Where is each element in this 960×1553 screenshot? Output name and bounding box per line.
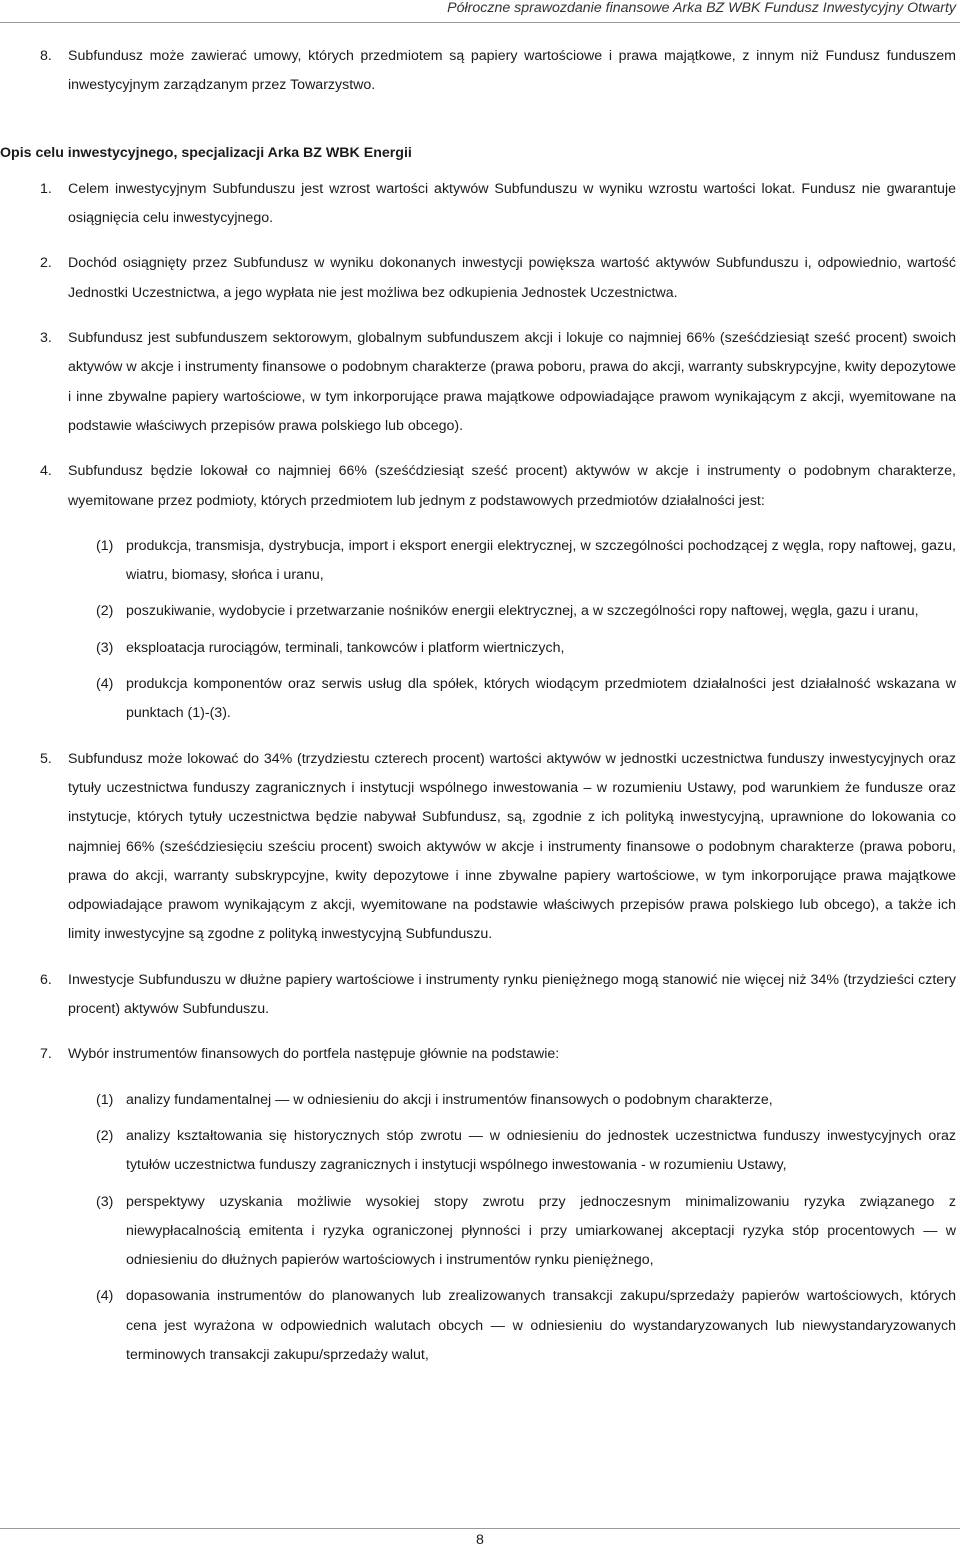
- sub-text: dopasowania instrumentów do planowanych lub zrealizowanych transakcji zakupu/sprzedaży papierów wartościowych, których cena jest wyrażona w odpowiednich walutach obcych — w odniesieniu do wystandaryzowanych lub niewystandaryzowanych terminowych transakcji zakupu/sprzedaży walut,: [126, 1288, 956, 1363]
- sub-item-7-3: [96, 1188, 956, 1276]
- list-number: 8.: [40, 48, 52, 64]
- sub-number: (1): [96, 537, 114, 554]
- sub-number: (3): [96, 1193, 114, 1210]
- page-number: 8: [476, 1532, 484, 1548]
- sub-item-4-3: [96, 634, 956, 663]
- list-number: 5.: [40, 750, 52, 767]
- list-number: 2.: [40, 255, 52, 272]
- list-text: Subfundusz może lokować do 34% (trzydziestu czterech procent) wartości aktywów w jednostki uczestnictwa funduszy inwestycyjnych oraz tytuły uczestnictwa funduszy zagranicznych i instytucji wspólnego inwestowania – w rozumieniu Ustawy, pod warunkiem że fundusze oraz instytucje, których tytuły uczestnictwa będzie nabywał Subfundusz, są, zgodnie z ich polityką inwestycyjną, uprawnione do lokowania co najmniej 66% (sześćdziesięciu sześciu procent) swoich aktywów w akcje i instrumenty finansowe o podobnym charakterze (prawa poboru, prawa do akcji, warranty subskrypcyjne, kwity depozytowe i inne zbywalne papiery wartościowe, w tym inkorporujące prawa majątkowe odpowiadające prawom wynikającym z akcji, wyemitowane na podstawie właściwych przepisów prawa polskiego lub obcego), a także ich limity inwestycyjne są zgodne z polityką inwestycyjną Subfunduszu.: [68, 750, 956, 943]
- list-item-4: [40, 457, 956, 516]
- sub-text: produkcja, transmisja, dystrybucja, import i eksport energii elektrycznej, w szczególności pochodzącej z węgla, ropy naftowej, gazu, wiatru, biomasy, słońca i uranu,: [126, 537, 956, 584]
- list-number: 6.: [40, 971, 52, 988]
- list-item-8: [40, 42, 956, 101]
- sub-item-7-4: [96, 1282, 956, 1370]
- document-body: [0, 42, 956, 1370]
- sub-item-4-2: [96, 597, 956, 626]
- list-text: Subfundusz będzie lokował co najmniej 66% (sześćdziesiąt sześć procent) aktywów w akcje i instrumenty o podobnym charakterze, wyemitowane przez podmioty, których przedmiotem lub jednym z podstawowych przedmiotów działalności jest:: [68, 463, 956, 509]
- list-item-2: [40, 249, 956, 308]
- sub-text: poszukiwanie, wydobycie i przetwarzanie nośników energii elektrycznej, a w szczególności ropy naftowej, węgla, gazu i uranu,: [126, 603, 919, 620]
- list-item-6: [40, 966, 956, 1025]
- list-item-1: [40, 175, 956, 234]
- sub-item-4-1: [96, 532, 956, 591]
- sub-text: analizy kształtowania się historycznych stóp zwrotu — w odniesieniu do jednostek uczestnictwa funduszy inwestycyjnych oraz tytułów uczestnictwa funduszy zagranicznych i instytucji wspólnego inwestowania - w rozumieniu Ustawy,: [126, 1127, 956, 1174]
- sub-item-4-4: [96, 670, 956, 729]
- sub-text: produkcja komponentów oraz serwis usług dla spółek, których wiodącym przedmiotem działalności jest działalność wskazana w punktach (1)-(3).: [126, 676, 956, 722]
- list-item-5: [40, 745, 956, 950]
- list-number: 1.: [40, 180, 52, 197]
- section-heading: Opis celu inwestycyjnego, specjalizacji Arka BZ WBK Energii: [0, 144, 412, 161]
- list-text: Inwestycje Subfunduszu w dłużne papiery wartościowe i instrumenty rynku pieniężnego mogą stanowić nie więcej niż 34% (trzydzieści cztery procent) aktywów Subfunduszu.: [68, 971, 956, 1018]
- list-text: Subfundusz jest subfunduszem sektorowym, globalnym subfunduszem akcji i lokuje co najmniej 66% (sześćdziesiąt sześć procent) swoich aktywów w akcje i instrumenty finansowe o podobnym charakterze (prawa poboru, prawa do akcji, warranty subskrypcyjne, kwity depozytowe i inne zbywalne papiery wartościowe, w tym inkorporujące prawa majątkowe odpowiadające prawom wynikającym z akcji, wyemitowane na podstawie właściwych przepisów prawa polskiego lub obcego).: [68, 330, 956, 434]
- list-number: 7.: [40, 1046, 52, 1063]
- list-text: Wybór instrumentów finansowych do portfela następuje głównie na podstawie:: [68, 1046, 560, 1063]
- sub-number: (3): [96, 639, 114, 656]
- list-text: Subfundusz może zawierać umowy, których przedmiotem są papiery wartościowe i prawa majątkowe, z innym niż Fundusz funduszem inwestycyjnym zarządzanym przez Towarzystwo.: [68, 48, 956, 94]
- page-header: [0, 0, 960, 23]
- list-number: 4.: [40, 463, 52, 480]
- sub-number: (2): [96, 603, 114, 620]
- sub-item-7-1: [96, 1086, 956, 1115]
- sub-number: (4): [96, 1288, 114, 1305]
- sub-text: analizy fundamentalnej — w odniesieniu do akcji i instrumentów finansowych o podobnym charakterze,: [126, 1091, 773, 1108]
- list-item-3: [40, 324, 956, 441]
- list-text: Celem inwestycyjnym Subfunduszu jest wzrost wartości aktywów Subfunduszu w wyniku wzrostu wartości lokat. Fundusz nie gwarantuje osiągnięcia celu inwestycyjnego.: [68, 180, 956, 227]
- sub-text: eksploatacja rurociągów, terminali, tankowców i platform wiertniczych,: [126, 639, 565, 656]
- header-title: Półroczne sprawozdanie finansowe Arka BZ WBK Fundusz Inwestycyjny Otwarty: [447, 0, 956, 16]
- sub-text: perspektywy uzyskania możliwie wysokiej stopy zwrotu przy jednoczesnym minimalizowaniu ryzyka związanego z niewypłacalnością emitenta i ryzyka ograniczonej płynności i przy umiarkowanej akceptacji ryzyka stóp procentowych — w odniesieniu do dłużnych papierów wartościowych i instrumentów rynku pieniężnego,: [126, 1193, 956, 1269]
- list-item-7: [40, 1040, 956, 1069]
- page-footer: [0, 1528, 960, 1553]
- sub-number: (2): [96, 1127, 114, 1144]
- sub-number: (1): [96, 1091, 114, 1108]
- sub-number: (4): [96, 676, 114, 693]
- sub-item-7-2: [96, 1122, 956, 1181]
- list-number: 3.: [40, 330, 52, 347]
- list-text: Dochód osiągnięty przez Subfundusz w wyniku dokonanych inwestycji powiększa wartość aktywów Subfunduszu i, odpowiednio, wartość Jednostki Uczestnictwa, a jego wypłata nie jest możliwa bez odkupienia Jednostek Uczestnictwa.: [68, 255, 956, 301]
